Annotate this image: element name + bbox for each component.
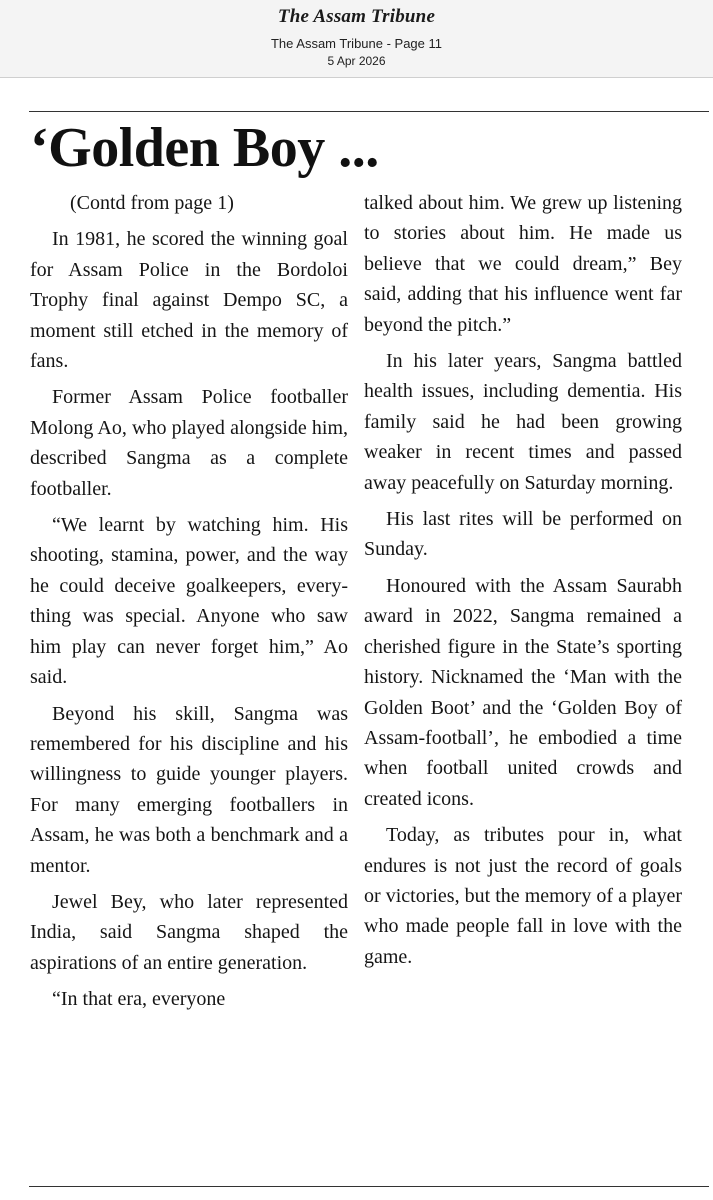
- continuation-note: (Contd from page 1): [70, 192, 234, 214]
- bottom-rule-divider: [29, 1186, 709, 1187]
- top-rule-divider: [29, 111, 709, 112]
- newspaper-masthead: The Assam Tribune: [277, 6, 436, 27]
- article-column-left: [30, 188, 348, 1021]
- article-paragraph: Beyond his skill, Sangma was remembered for his discipline and his willingness to guide younger players. For many emerging footballers in Assam, he was both a benchmark and a mentor.: [30, 702, 348, 877]
- article-paragraph: Today, as tributes pour in, what endures is not just the record of goals or victories, but the memory of a player who made people fall in love with the game.: [364, 824, 682, 968]
- article-paragraph: Jewel Bey, who later represented India, said Sangma shaped the aspirations of an entire generation.: [30, 890, 348, 974]
- publication-date: 5 Apr 2026: [327, 54, 386, 68]
- publication-page-label: The Assam Tribune - Page 11: [270, 36, 443, 51]
- article-paragraph: “In that era, everyone: [52, 988, 226, 1011]
- article-paragraph: Former Assam Police footballer Molong Ao, who played alongside him, described Sangma as a complete footballer.: [30, 386, 348, 500]
- article-paragraph: His last rites will be performed on Sunday.: [364, 508, 682, 561]
- article-paragraph: “We learnt by watching him. His shooting, stamina, power, and the way he could deceive goalkeepers, everything was special. Anyone who saw him play can never forget him,” Ao said.: [30, 514, 348, 689]
- pdf-viewer-header: [0, 0, 713, 78]
- article-paragraph: Honoured with the Assam Saurabh award in 2022, Sangma remained a cherished figure in the State’s sporting history. Nicknamed the ‘Man with the Golden Boot’ and the ‘Golden Boy of Assam-football’, he embodied a time when football united crowds and created icons.: [364, 574, 682, 810]
- article-paragraph: In 1981, he scored the winning goal for Assam Police in the Bordoloi Trophy final against Dempo SC, a moment still etched in the memory of fans.: [30, 228, 348, 373]
- newspaper-clipping: [0, 78, 713, 1200]
- article-paragraph: talked about him. We grew up listening to stories about him. He made us believe that we could dream,” Bey said, adding that his influence went far beyond the pitch.”: [364, 192, 682, 336]
- article-column-right: [364, 188, 682, 978]
- article-paragraph: In his later years, Sangma battled health issues, including dementia. His family said he had been growing weaker in recent times and passed away peacefully on Saturday morning.: [364, 350, 682, 494]
- article-headline: ‘Golden Boy ...: [30, 117, 379, 179]
